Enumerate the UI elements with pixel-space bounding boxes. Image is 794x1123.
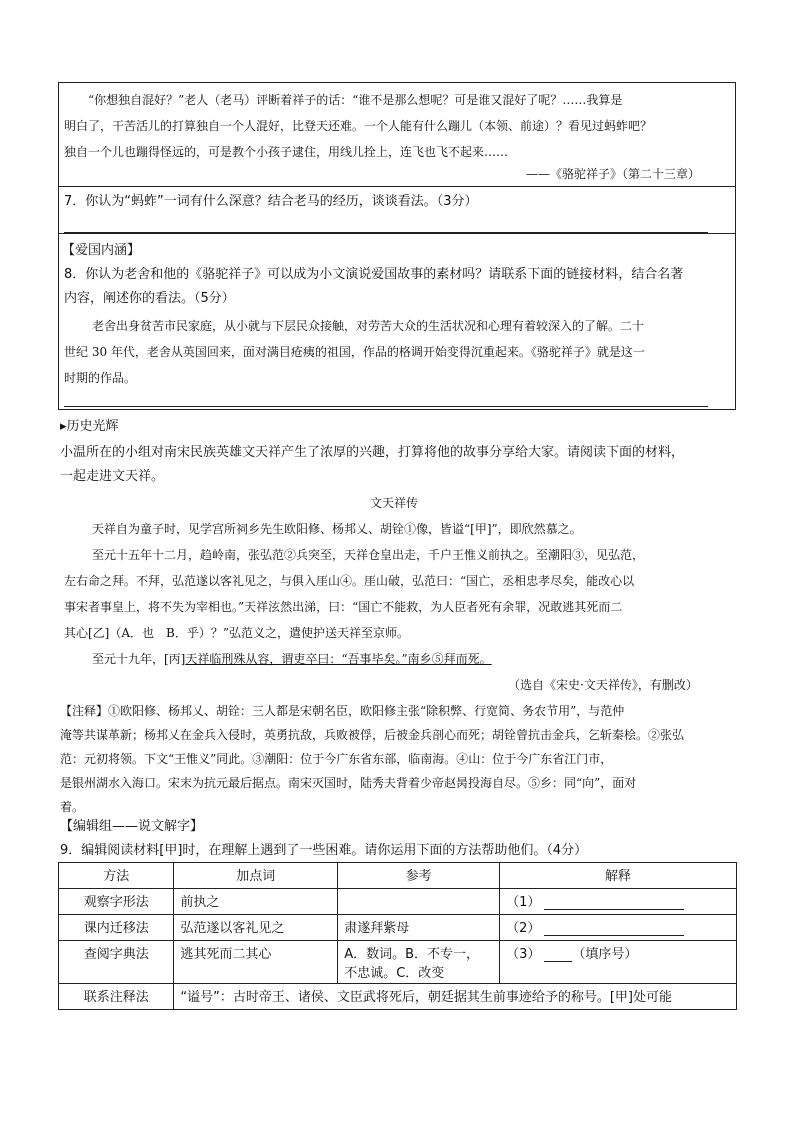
passage-p2-line-3: 事宋者事皇上，将不失为宰相也。”天祥泫然出涕，曰：“国亡不能救，为人臣者死有余罪，况敢逃其死而二 bbox=[64, 600, 623, 614]
table-header-row bbox=[59, 863, 737, 889]
table-row bbox=[59, 984, 737, 1010]
row-reference: 肃遂拜紫母 bbox=[338, 915, 500, 941]
row-answer bbox=[500, 915, 737, 941]
quote-line-1: “你想独自混好？”老人（老马）评断着祥子的话：“谁不是那么想呢？可是谁又混好了呢？……我算是 bbox=[88, 93, 623, 107]
ref-line-2: 不忠诚。C．改变 bbox=[344, 966, 445, 981]
notes-line-3: 范：元初将领。下文“王惟义”同此。③潮阳：位于今广东省东部，临南海。④山：位于今广东省江门市， bbox=[60, 752, 613, 766]
answer-suffix-3: （填序号） bbox=[572, 947, 638, 962]
answer-line-8[interactable] bbox=[64, 406, 708, 407]
row-reference bbox=[338, 889, 500, 915]
row-answer bbox=[500, 889, 737, 915]
row-method: 课内迁移法 bbox=[59, 915, 174, 941]
header-reference: 参考 bbox=[338, 863, 500, 889]
passage-p3-prefix: 至元十九年，[丙] bbox=[92, 652, 186, 666]
row-reference bbox=[338, 941, 500, 984]
row-merged-note: “谥号”：古时帝王、诸侯、文臣武将死后，朝廷据其生前事迹给予的称号。[甲]处可能 bbox=[174, 984, 737, 1010]
header-word: 加点词 bbox=[174, 863, 338, 889]
passage-source: （选自《宋史·文天祥传》，有删改） bbox=[508, 678, 698, 692]
row-method: 查阅字典法 bbox=[59, 941, 174, 984]
row-word: 前执之 bbox=[174, 889, 338, 915]
passage-p2-line-2: 左右命之拜。不拜，弘范遂以客礼见之，与俱入厓山④。厓山破，弘范曰：“国亡，丞相忠孝尽矣，能改心以 bbox=[64, 574, 635, 588]
passage-p3-underlined: 天祥临刑殊从容，谓吏卒曰：“吾事毕矣。”南乡⑤拜而死。 bbox=[185, 652, 492, 666]
passage-p1: 天祥自为童子时，见学宫所祠乡先生欧阳修、杨邦乂、胡铨①像，皆谥“[甲]”，即欣然慕之。 bbox=[92, 522, 582, 536]
question-8-line-2: 内容，阐述你的看法。（5分） bbox=[64, 291, 235, 306]
question-9: 9．编辑阅读材料[甲]时，在理解上遇到了一些困难。请你运用下面的方法帮助他们。（4分） bbox=[60, 843, 588, 858]
ref-line-1: A．数词。B．不专一， bbox=[344, 947, 480, 962]
history-intro-line-1: 小温所在的小组对南宋民族英雄文天祥产生了浓厚的兴趣，打算将他的故事分享给大家。请阅读下面的材料， bbox=[60, 445, 685, 460]
table-row bbox=[59, 889, 737, 915]
header-method: 方法 bbox=[59, 863, 174, 889]
answer-label-1: （1） bbox=[506, 895, 541, 910]
notes-line-4: 是银州湖水入海口。宋末为抗元最后据点。南宋灭国时，陆秀夫背着少帝赵昺投海自尽。⑤乡：同“向”，面对 bbox=[60, 776, 637, 790]
row-method: 联系注释法 bbox=[59, 984, 174, 1010]
answer-label-2: （2） bbox=[506, 921, 541, 936]
question-8-line-1: 8．你认为老舍和他的《骆驼祥子》可以成为小文演说爱国故事的素材吗？请联系下面的链接材料，结合名著 bbox=[64, 267, 684, 282]
notes-line-2: 淹等共谋革新；杨邦乂在金兵入侵时，英勇抗敌，兵败被俘，后被金兵剖心而死；胡铨曾抗击金兵，乞斩秦桧。②张弘 bbox=[60, 728, 685, 742]
answer-blank-3[interactable] bbox=[544, 947, 572, 962]
row-word: 弘范遂以客礼见之 bbox=[174, 915, 338, 941]
passage-p2-line-1: 至元十五年十二月，趋岭南，张弘范②兵突至，天祥仓皇出走，千户王惟义前执之。至潮阳③，见弘范， bbox=[92, 548, 645, 562]
passage-title: 文天祥传 bbox=[370, 496, 419, 510]
quote-source: ——《骆驼祥子》（第二十三章） bbox=[526, 167, 701, 181]
notes-line-5: 着。 bbox=[60, 800, 85, 814]
header-explanation: 解释 bbox=[500, 863, 737, 889]
passage-p3 bbox=[92, 646, 492, 672]
row-method: 观察字形法 bbox=[59, 889, 174, 915]
row-word: 逃其死而二其心 bbox=[174, 941, 338, 984]
material-line-2: 世纪 30 年代，老舍从英国回来，面对满目疮痍的祖国，作品的格调开始变得沉重起来。《骆驼祥子》就是这一 bbox=[64, 345, 645, 359]
method-table bbox=[58, 862, 737, 1010]
question-7: 7．你认为“蚂蚱”一词有什么深意？结合老马的经历，谈谈看法。（3分） bbox=[64, 194, 478, 209]
material-line-1: 老舍出身贫苦市民家庭，从小就与下层民众接触，对劳苦大众的生活状况和心理有着较深入的了解。二十 bbox=[92, 319, 645, 333]
history-heading: ▸历史光辉 bbox=[60, 419, 119, 434]
answer-blank-2[interactable] bbox=[544, 921, 684, 936]
patriot-heading: 【爱国内涵】 bbox=[62, 243, 141, 258]
quote-line-2: 明白了，干苦活儿的打算独自一个人混好，比登天还难。一个人能有什么蹦儿（本领、前途）？看见过蚂蚱吧？ bbox=[64, 119, 653, 133]
quote-line-3: 独自一个儿也蹦得怪远的，可是教个小孩子逮住，用线儿拴上，连飞也飞不起来…… bbox=[64, 145, 509, 159]
passage-p2-line-4: 其心[乙]（A．也 B．乎）？”弘范义之，遣使护送天祥至京师。 bbox=[64, 626, 409, 640]
editing-heading: 【编辑组——说文解字】 bbox=[60, 819, 204, 834]
history-intro-line-2: 一起走进文天祥。 bbox=[60, 469, 165, 484]
notes-line-1: 【注释】①欧阳修、杨邦乂、胡铨：三人都是宋朝名臣，欧阳修主张“除积弊、行宽简、务农节用”，与范仲 bbox=[60, 704, 625, 718]
material-line-3: 时期的作品。 bbox=[64, 371, 137, 385]
table-row bbox=[59, 915, 737, 941]
answer-label-3: （3） bbox=[506, 947, 541, 962]
answer-blank-1[interactable] bbox=[544, 895, 684, 910]
row-answer bbox=[500, 941, 737, 984]
table-row bbox=[59, 941, 737, 984]
